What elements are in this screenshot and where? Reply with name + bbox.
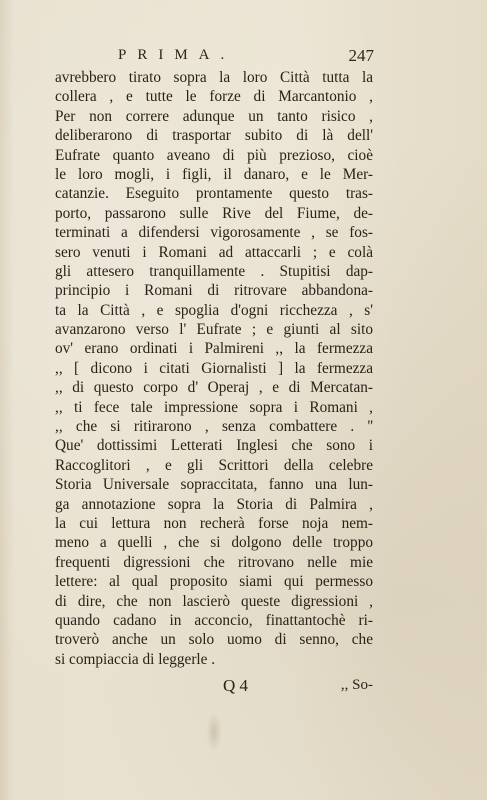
text-line: la cui lettura non recherà forse noja nem- [55, 514, 373, 532]
text-line: lettere: al qual proposito siami qui permesso [55, 573, 373, 591]
page-footer [55, 676, 373, 700]
catchword: ,, So- [340, 677, 373, 693]
text-line: ,, di questo corpo d' Operaj , e di Mercatan- [55, 379, 373, 397]
paper-stain [206, 712, 222, 752]
signature-mark: Q 4 [223, 676, 249, 695]
text-line: principio i Romani di ritrovare abbandona- [55, 282, 373, 300]
text-line: gli attesero tranquillamente . Stupitisi dap- [55, 262, 373, 280]
text-line: collera , e tutte le forze di Marcantonio , [55, 88, 373, 106]
text-line: troverò anche un solo uomo di senno, che [55, 631, 373, 649]
text-line: Que' dottissimi Letterati Inglesi che sono i [55, 437, 373, 455]
text-line: ,, [ dicono i citati Giornalisti ] la fermezza [55, 359, 373, 377]
text-line: catanzie. Eseguito prontamente questo tras- [55, 185, 373, 203]
text-line: frequenti digressioni che ritrovano nelle mie [55, 553, 373, 571]
text-line: meno a quelli , che si dolgono delle troppo [55, 534, 373, 552]
text-line: ta la Città , e spoglia d'ogni ricchezza , s' [55, 301, 373, 319]
text-line: terminati a difendersi vigorosamente , se fos- [55, 224, 373, 242]
text-line: porto, passarono sulle Rive del Fiume, de- [55, 204, 373, 222]
running-head: PRIMA. [118, 47, 236, 63]
text-line: si compiaccia di leggerle . [55, 650, 216, 668]
text-line: avrebbero tirato sopra la loro Città tutta la [55, 69, 373, 86]
text-line: Raccoglitori , e gli Scrittori della celebre [55, 456, 373, 474]
text-line: Eufrate quanto aveano di più prezioso, cioè [55, 146, 373, 164]
text-line: deliberarono di trasportar subito di là dell' [55, 127, 373, 145]
text-line: ov' erano ordinati i Palmireni ,, la fermezza [55, 340, 373, 358]
text-line: ,, ti fece tale impressione sopra i Romani , [55, 398, 373, 416]
text-line: ,, che si ritirarono , senza combattere . '' [55, 418, 373, 436]
page-number: 247 [348, 46, 374, 65]
text-line: di dire, che non lascierò queste digressioni , [55, 592, 373, 610]
body-text [55, 68, 373, 669]
text-line: ga annotazione sopra la Storia di Palmira , [55, 495, 373, 513]
text-line: le loro mogli, i figli, il danaro, e le Mer- [55, 165, 373, 183]
text-line: sero venuti i Romani ad attaccarli ; e colà [55, 243, 373, 261]
text-line: avanzarono verso l' Eufrate ; e giunti al sito [55, 321, 373, 339]
text-line: Storia Universale sopraccitata, fanno una lun- [55, 476, 373, 494]
text-line: quando cadano in acconcio, finattantochè ri- [55, 611, 373, 629]
text-line: Per non correre adunque un tanto risico , [55, 107, 373, 125]
